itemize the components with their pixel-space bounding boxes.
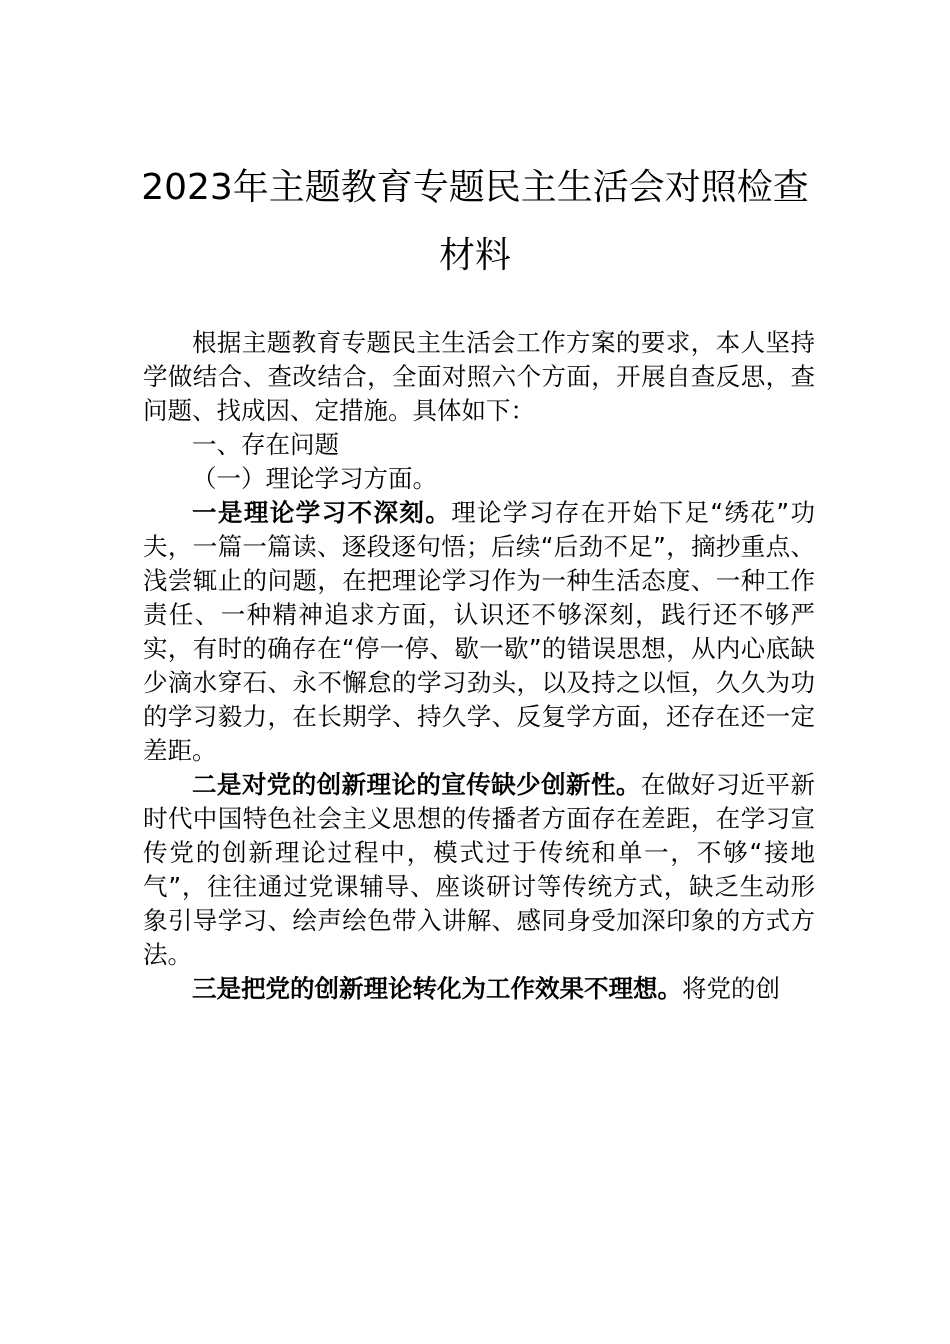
point-paragraph-2 — [143, 768, 815, 972]
section-heading: 一、存在问题 — [192, 430, 339, 459]
document-title-line-1: 2023年主题教育专题民主生活会对照检查 — [141, 167, 809, 208]
point-paragraph-1 — [143, 496, 815, 768]
point-paragraph-3 — [143, 972, 815, 1006]
point-text-3: 将党的创 — [682, 974, 780, 1003]
document-title-line-2: 材料 — [438, 235, 511, 276]
subsection-heading: （一）理论学习方面。 — [192, 464, 437, 493]
point-lead-2: 二是对党的创新理论的宣传缺少创新性。 — [192, 770, 641, 799]
intro-paragraph: 根据主题教育专题民主生活会工作方案的要求，本人坚持学做结合、查改结合，全面对照六个方面，开展自查反思，查问题、找成因、定措施。具体如下： — [143, 328, 815, 425]
document-body — [143, 326, 815, 1006]
point-text-1: 理论学习存在开始下足“绣花”功夫，一篇一篇读、逐段逐句悟；后续“后劲不足”，摘抄重点、浅尝辄止的问题，在把理论学习作为一种生活态度、一种工作责任、一种精神追求方面，认识还不够深刻，践行还不够严实，有时的确存在“停一停、歇一歇”的错误思想，从内心底缺少滴水穿石、永不懈怠的学习劲头，以及持之以恒，久久为功的学习毅力，在长期学、持久学、反复学方面，还存在还一定差距。 — [143, 498, 815, 765]
point-lead-3: 三是把党的创新理论转化为工作效果不理想。 — [192, 974, 682, 1003]
point-text-2: 在做好习近平新时代中国特色社会主义思想的传播者方面存在差距，在学习宣传党的创新理论过程中，模式过于传统和单一，不够“接地气”，往往通过党课辅导、座谈研讨等传统方式，缺乏生动形象引导学习、绘声绘色带入讲解、感同身受加深印象的方式方法。 — [143, 770, 815, 969]
point-lead-1: 一是理论学习不深刻。 — [192, 498, 452, 527]
